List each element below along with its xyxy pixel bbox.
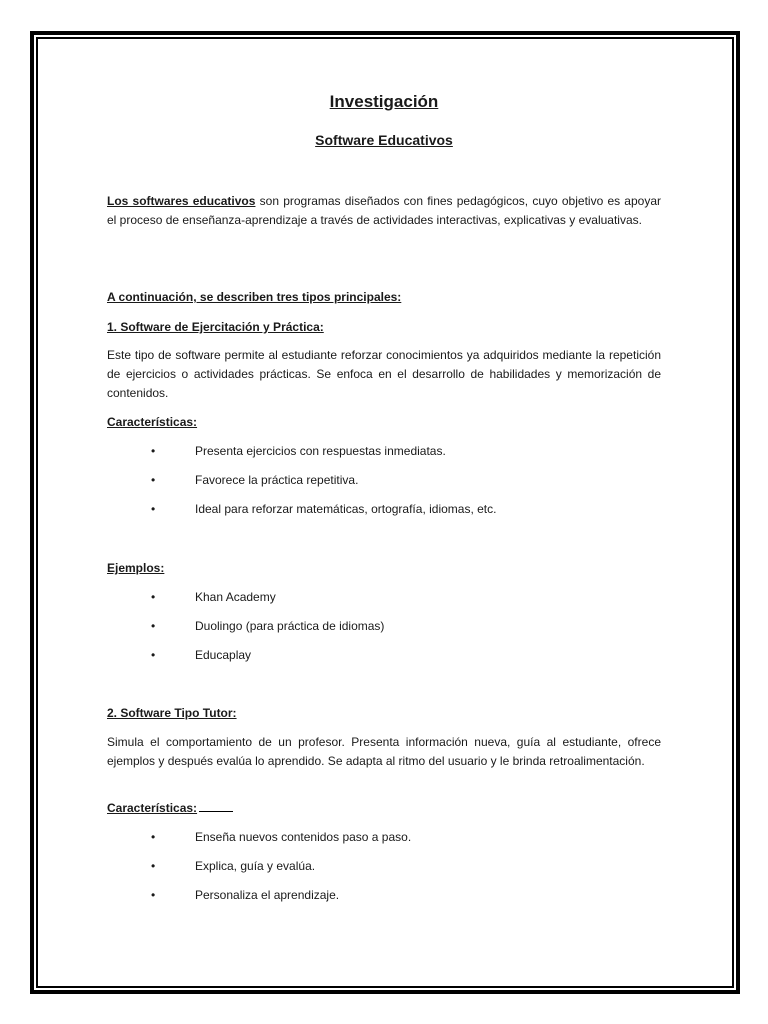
- list-item: Personaliza el aprendizaje.: [195, 888, 340, 902]
- list-item: Enseña nuevos contenidos paso a paso.: [195, 830, 412, 844]
- list-item: Ideal para reforzar matemáticas, ortografía, idiomas, etc.: [195, 502, 497, 516]
- list-item: Explica, guía y evalúa.: [195, 859, 316, 873]
- bullet-glyph: •: [151, 859, 156, 873]
- bullet-glyph: •: [151, 473, 156, 487]
- section2-features-heading-row: [107, 799, 661, 818]
- bullet-glyph: •: [151, 502, 156, 516]
- list-item: Khan Academy: [195, 590, 276, 604]
- section1-examples-heading: Ejemplos:: [107, 561, 165, 575]
- intro-paragraph: [107, 192, 661, 230]
- list-item: Presenta ejercicios con respuestas inmediatas.: [195, 444, 446, 458]
- list-item: Duolingo (para práctica de idiomas): [195, 619, 385, 633]
- section2-description: Simula el comportamiento de un profesor. Presenta información nueva, guía al estudiante, ofrece ejemplos y después evalúa lo aprendido. Se adapta al ritmo del usuario y le brinda retroalimentación.: [107, 735, 661, 768]
- section1-features-heading: Características:: [107, 415, 198, 429]
- intro-lead: Los softwares educativos: [107, 194, 256, 208]
- list-item: Favorece la práctica repetitiva.: [195, 473, 359, 487]
- heading-underline-extension: [199, 811, 233, 812]
- section1-description: Este tipo de software permite al estudiante reforzar conocimientos ya adquiridos mediante la repetición de ejercicios o actividades prácticas. Se enfoca en el desarrollo de habilidades y memorización de contenidos.: [107, 348, 661, 400]
- bullet-glyph: •: [151, 444, 156, 458]
- types-heading: A continuación, se describen tres tipos principales:: [107, 290, 402, 304]
- bullet-glyph: •: [151, 830, 156, 844]
- document-title: Investigación: [329, 92, 439, 111]
- section2-features-heading: Características:: [107, 801, 198, 815]
- intro-rest: son programas diseñados con fines pedagógicos, cuyo objetivo es apoyar el proceso de enseñanza-aprendizaje a través de actividades interactivas, explicativas y evaluativas.: [107, 194, 661, 227]
- list-item: Educaplay: [195, 648, 252, 662]
- bullet-glyph: •: [151, 590, 156, 604]
- document-subtitle: Software Educativos: [315, 132, 453, 148]
- section1-heading: 1. Software de Ejercitación y Práctica:: [107, 320, 324, 334]
- bullet-glyph: •: [151, 619, 156, 633]
- section2-heading: 2. Software Tipo Tutor:: [107, 706, 237, 720]
- bullet-glyph: •: [151, 888, 156, 902]
- bullet-glyph: •: [151, 648, 156, 662]
